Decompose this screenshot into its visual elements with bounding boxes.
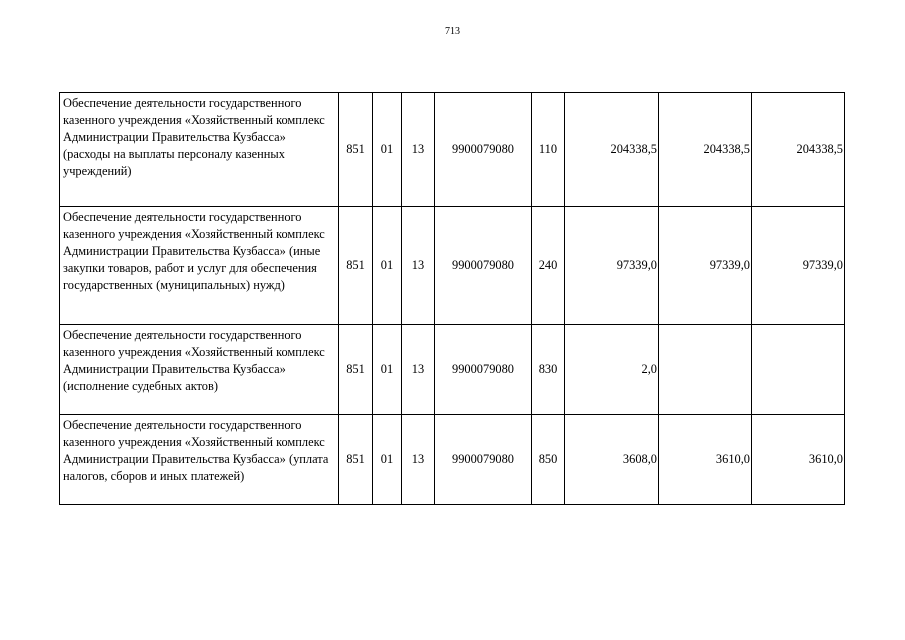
table-row — [60, 93, 845, 207]
row-description: Обеспечение деятельности государственного казенного учреждения «Хозяйственный комплекс Администрации Правительства Кузбасса» (исполнение судебных актов) — [60, 325, 339, 415]
expense-type-code: 850 — [532, 415, 565, 505]
target-article-code: 9900079080 — [435, 207, 532, 325]
amount-year-3: 204338,5 — [752, 93, 845, 207]
section-code: 01 — [373, 93, 402, 207]
table-row — [60, 207, 845, 325]
section-code: 01 — [373, 325, 402, 415]
expense-type-code: 240 — [532, 207, 565, 325]
subsection-code: 13 — [402, 93, 435, 207]
ministry-code: 851 — [339, 93, 373, 207]
target-article-code: 9900079080 — [435, 415, 532, 505]
amount-year-2: 204338,5 — [659, 93, 752, 207]
ministry-code: 851 — [339, 207, 373, 325]
expense-type-code: 110 — [532, 93, 565, 207]
target-article-code: 9900079080 — [435, 93, 532, 207]
section-code: 01 — [373, 207, 402, 325]
amount-year-1: 97339,0 — [565, 207, 659, 325]
table-row — [60, 325, 845, 415]
subsection-code: 13 — [402, 415, 435, 505]
amount-year-1: 2,0 — [565, 325, 659, 415]
amount-year-1: 3608,0 — [565, 415, 659, 505]
page-number: 713 — [445, 26, 460, 37]
section-code: 01 — [373, 415, 402, 505]
budget-table — [59, 92, 845, 505]
amount-year-3 — [752, 325, 845, 415]
ministry-code: 851 — [339, 325, 373, 415]
target-article-code: 9900079080 — [435, 325, 532, 415]
row-description: Обеспечение деятельности государственного казенного учреждения «Хозяйственный комплекс Администрации Правительства Кузбасса» (иные закупки товаров, работ и услуг для обеспечения государственных (муниципальных) нужд) — [60, 207, 339, 325]
expense-type-code: 830 — [532, 325, 565, 415]
row-description: Обеспечение деятельности государственного казенного учреждения «Хозяйственный комплекс Администрации Правительства Кузбасса» (уплата налогов, сборов и иных платежей) — [60, 415, 339, 505]
table-row — [60, 415, 845, 505]
ministry-code: 851 — [339, 415, 373, 505]
subsection-code: 13 — [402, 207, 435, 325]
amount-year-2: 97339,0 — [659, 207, 752, 325]
amount-year-2 — [659, 325, 752, 415]
row-description: Обеспечение деятельности государственного казенного учреждения «Хозяйственный комплекс Администрации Правительства Кузбасса» (расходы на выплаты персоналу казенных учреждений) — [60, 93, 339, 207]
subsection-code: 13 — [402, 325, 435, 415]
amount-year-2: 3610,0 — [659, 415, 752, 505]
amount-year-1: 204338,5 — [565, 93, 659, 207]
amount-year-3: 97339,0 — [752, 207, 845, 325]
amount-year-3: 3610,0 — [752, 415, 845, 505]
